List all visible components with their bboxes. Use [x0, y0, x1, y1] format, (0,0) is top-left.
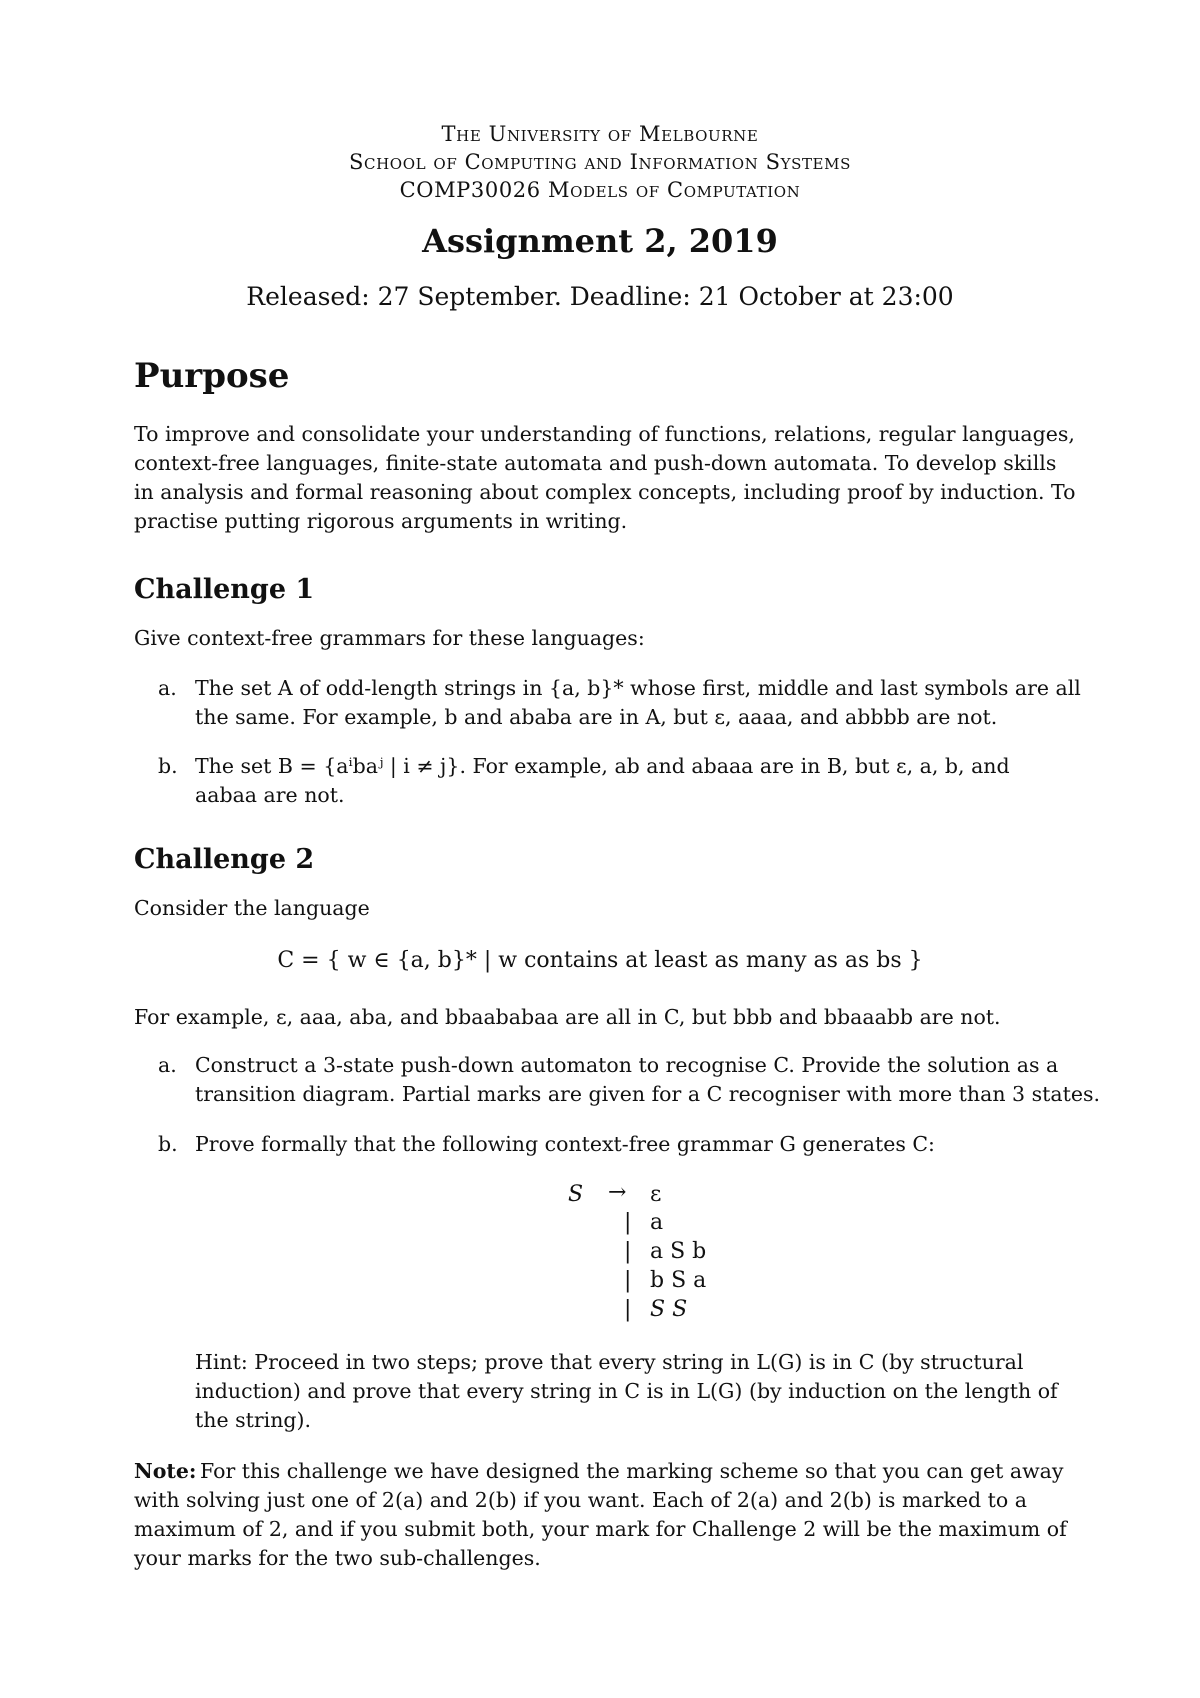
purpose-line-3: in analysis and formal reasoning about complex concepts, including proof by induction. To [134, 480, 1076, 504]
challenge1a-line-1: The set A of odd-length strings in {a, b}* whose first, middle and last symbols are all [195, 676, 1081, 700]
hint-line-1: Hint: Proceed in two steps; prove that every string in L(G) is in C (by structural [195, 1350, 1024, 1374]
grammar-bar-5: | [624, 1297, 632, 1322]
challenge1a-line-2: the same. For example, b and ababa are in A, but ε, aaaa, and abbbb are not. [195, 705, 998, 729]
grammar-bar-4: | [624, 1268, 632, 1293]
note-line-3: maximum of 2, and if you submit both, your mark for Challenge 2 will be the maximum of [134, 1517, 1067, 1541]
grammar-bar-2: | [624, 1210, 632, 1235]
grammar-rule-5: S S [650, 1297, 688, 1322]
grammar-lhs: S [568, 1182, 584, 1207]
challenge1b-line-1: The set B = {aⁱbaʲ | i ≠ j}. For example, ab and abaaa are in B, but ε, a, b, and [195, 754, 1010, 778]
purpose-heading: Purpose [134, 356, 290, 396]
note-line-4: your marks for the two sub-challenges. [134, 1546, 541, 1570]
challenge2a-line-2: transition diagram. Partial marks are given for a C recogniser with more than 3 states. [195, 1082, 1101, 1106]
purpose-line-4: practise putting rigorous arguments in writing. [134, 509, 628, 533]
note-line-1: For this challenge we have designed the marking scheme so that you can get away [200, 1459, 1064, 1483]
challenge1b-line-2: aabaa are not. [195, 783, 345, 807]
grammar-bar-3: | [624, 1239, 632, 1264]
grammar-rule-2: a [650, 1210, 664, 1235]
challenge1-intro: Give context-free grammars for these languages: [134, 626, 645, 650]
grammar-rule-3: a S b [650, 1239, 707, 1264]
university-name: The University of Melbourne [441, 122, 759, 146]
challenge2a-line-1: Construct a 3-state push-down automaton to recognise C. Provide the solution as a [195, 1053, 1059, 1077]
challenge2-examples: For example, ε, aaa, aba, and bbaababaa are all in C, but bbb and bbaaabb are not. [134, 1005, 1001, 1029]
hint-line-3: the string). [195, 1408, 312, 1432]
grammar-rule-1: ε [650, 1182, 662, 1207]
challenge1b-marker: b. [158, 754, 178, 778]
challenge2-intro: Consider the language [134, 896, 370, 920]
challenge2-heading: Challenge 2 [134, 844, 315, 875]
note-line-2: with solving just one of 2(a) and 2(b) if you want. Each of 2(a) and 2(b) is marked to a [134, 1488, 1027, 1512]
hint-line-2: induction) and prove that every string in C is in L(G) (by induction on the length of [195, 1379, 1058, 1403]
language-definition: C = { w ∈ {a, b}* | w contains at least as many as as bs } [277, 948, 923, 973]
release-deadline: Released: 27 September. Deadline: 21 October at 23:00 [246, 282, 954, 311]
challenge2a-marker: a. [158, 1053, 177, 1077]
challenge2b-marker: b. [158, 1132, 178, 1156]
course-name: COMP30026 Models of Computation [399, 178, 801, 202]
school-name: School of Computing and Information Systems [349, 150, 851, 174]
challenge2b-line: Prove formally that the following context-free grammar G generates C: [195, 1132, 935, 1156]
challenge1-heading: Challenge 1 [134, 574, 315, 605]
grammar-rule-4: b S a [650, 1268, 707, 1293]
note-label: Note: [134, 1459, 197, 1483]
challenge1a-marker: a. [158, 676, 177, 700]
grammar-arrow: → [608, 1180, 627, 1205]
purpose-line-1: To improve and consolidate your understanding of functions, relations, regular languages, [134, 422, 1075, 446]
purpose-line-2: context-free languages, finite-state automata and push-down automata. To develop skills [134, 451, 1057, 475]
assignment-title: Assignment 2, 2019 [422, 222, 778, 260]
